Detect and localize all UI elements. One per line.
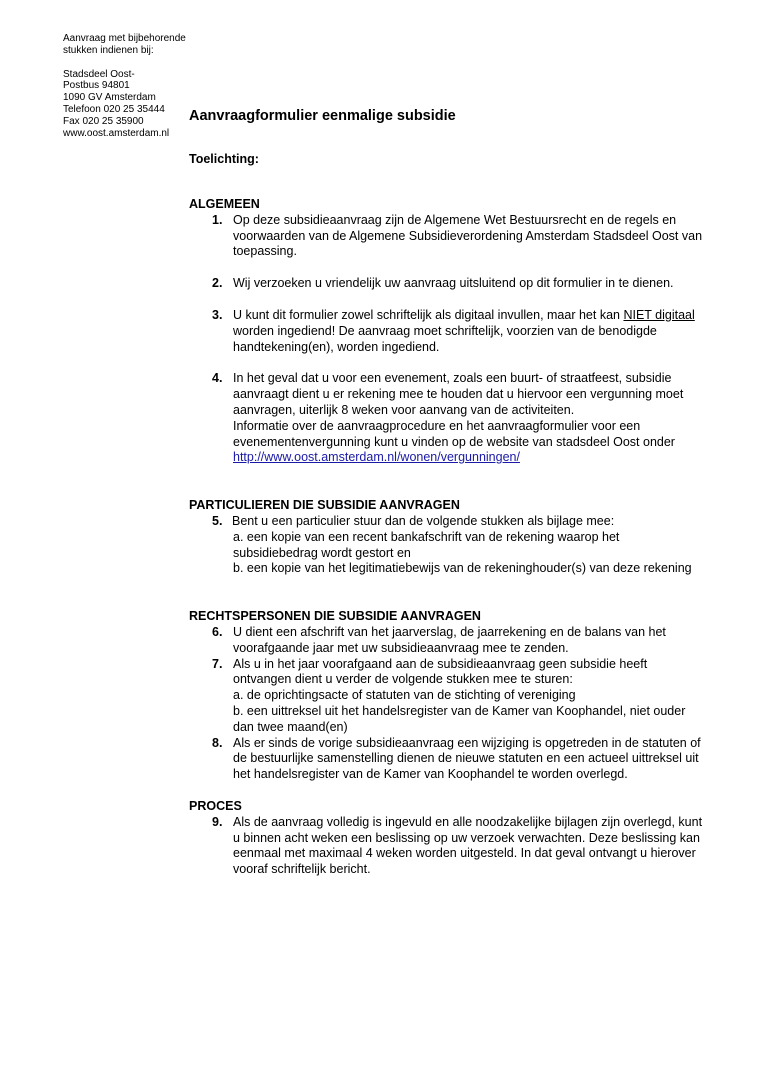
item-text: worden ingediend! De aanvraag moet schriftelijk, voorzien van de benodigde [233,323,657,338]
item-text: het handelsregister van de Kamer van Koophandel te worden overlegd. [233,767,628,782]
section-heading-rechtspersonen: RECHTSPERSONEN DIE SUBSIDIE AANVRAGEN [189,609,481,624]
item-number: 1. [212,212,223,227]
document-body [189,197,734,878]
address-line: www.oost.amsterdam.nl [63,127,170,139]
address-line: Aanvraag met bijbehorende [63,33,186,44]
section-heading-algemeen: ALGEMEEN [189,197,260,211]
address-line: stukken indienen bij: [63,44,154,56]
address-line: Telefoon 020 25 35444 [63,103,165,115]
item-number: 3. [212,307,223,322]
emphasis-niet-digitaal: NIET digitaal [623,307,695,322]
item-text: u binnen acht weken een beslissing op uw verzoek verwachten. Deze beslissing kan [233,830,700,845]
item-text: dan twee maand(en) [233,719,348,734]
item-text: Als de aanvraag volledig is ingevuld en alle noodzakelijke bijlagen zijn overlegd, kunt [233,814,703,829]
list-item [189,276,734,292]
item-text: eenmaal met maximaal 4 weken worden uitgesteld. In dat geval ontvangt u hierover [233,846,696,861]
item-text: evenementenvergunning kunt u vinden op de website van stadsdeel Oost onder [233,434,675,449]
list-item [189,213,734,260]
toelichting-heading: Toelichting: [189,152,259,166]
item-text: a. een kopie van een recent bankafschrift van de rekening waarop het [233,529,620,544]
address-line: Fax 020 25 35900 [63,115,144,127]
item-text: vooraf schriftelijk bericht. [233,862,371,877]
address-line: 1090 GV Amsterdam [63,92,156,104]
vergunningen-link[interactable]: http://www.oost.amsterdam.nl/wonen/vergunningen/ [233,450,520,465]
item-text: In het geval dat u voor een evenement, zoals een buurt- of straatfeest, subsidie [233,371,672,386]
item-text: a. de oprichtingsacte of statuten van de stichting of vereniging [233,688,576,703]
item-number: 8. [212,735,223,750]
item-text: aanvragen, uiterlijk 8 weken voor aanvang van de activiteiten. [233,402,575,417]
item-text: U kunt dit formulier zowel schriftelijk als digitaal invullen, maar het kan [233,307,624,322]
list-item [189,815,734,878]
item-text: Als u in het jaar voorafgaand aan de subsidieaanvraag geen subsidie heeft [233,656,648,671]
item-text: de bestuurlijke samenstelling dienen de nieuwe statuten en een actueel uittreksel uit [233,751,699,766]
address-block [63,33,188,139]
item-number: 2. [212,276,223,291]
item-number: 7. [212,656,223,671]
item-text: aanvraagt dient u er rekening mee te houden dat u hiervoor een vergunning moet [233,387,684,402]
item-text: ontvangen dient u verder de volgende stukken mee te sturen: [233,672,573,687]
section-heading-proces: PROCES [189,798,242,813]
item-number: 9. [212,814,223,829]
item-text: handtekening(en), worden ingediend. [233,339,440,354]
item-number: 5. [212,513,223,528]
section-heading-particulieren: PARTICULIEREN DIE SUBSIDIE AANVRAGEN [189,498,460,513]
list-item [189,514,734,577]
list-item [189,371,734,466]
item-text: U dient een afschrift van het jaarverslag, de jaarrekening en de balans van het [233,624,666,639]
address-line: Postbus 94801 [63,80,130,92]
item-text: voorafgaande jaar met uw subsidieaanvraag mee te zenden. [233,640,569,655]
item-text: subsidiebedrag wordt gestort en [233,545,411,560]
item-number: 6. [212,624,223,639]
item-text: Wij verzoeken u vriendelijk uw aanvraag uitsluitend op dit formulier in te dienen. [233,276,674,291]
item-text: voorwaarden van de Algemene Subsidieverordening Amsterdam Stadsdeel Oost van [233,228,703,243]
list-item [189,625,734,657]
item-text: b. een kopie van het legitimatiebewijs van de rekeninghouder(s) van deze rekening [233,561,692,576]
list-item [189,657,734,736]
item-text: Bent u een particulier stuur dan de volgende stukken als bijlage mee: [232,513,615,528]
item-text: b. een uittreksel uit het handelsregister van de Kamer van Koophandel, niet ouder [233,703,686,718]
list-item [189,308,734,355]
list-item [189,736,734,783]
item-text: Op deze subsidieaanvraag zijn de Algemene Wet Bestuursrecht en de regels en [233,212,677,227]
address-line: Stadsdeel Oost- [63,68,135,80]
page-title: Aanvraagformulier eenmalige subsidie [189,108,456,124]
item-text: toepassing. [233,244,297,259]
item-text: Informatie over de aanvraagprocedure en het aanvraagformulier voor een [233,418,641,433]
item-number: 4. [212,371,223,386]
item-text: Als er sinds de vorige subsidieaanvraag een wijziging is opgetreden in de statuten of [233,735,701,750]
